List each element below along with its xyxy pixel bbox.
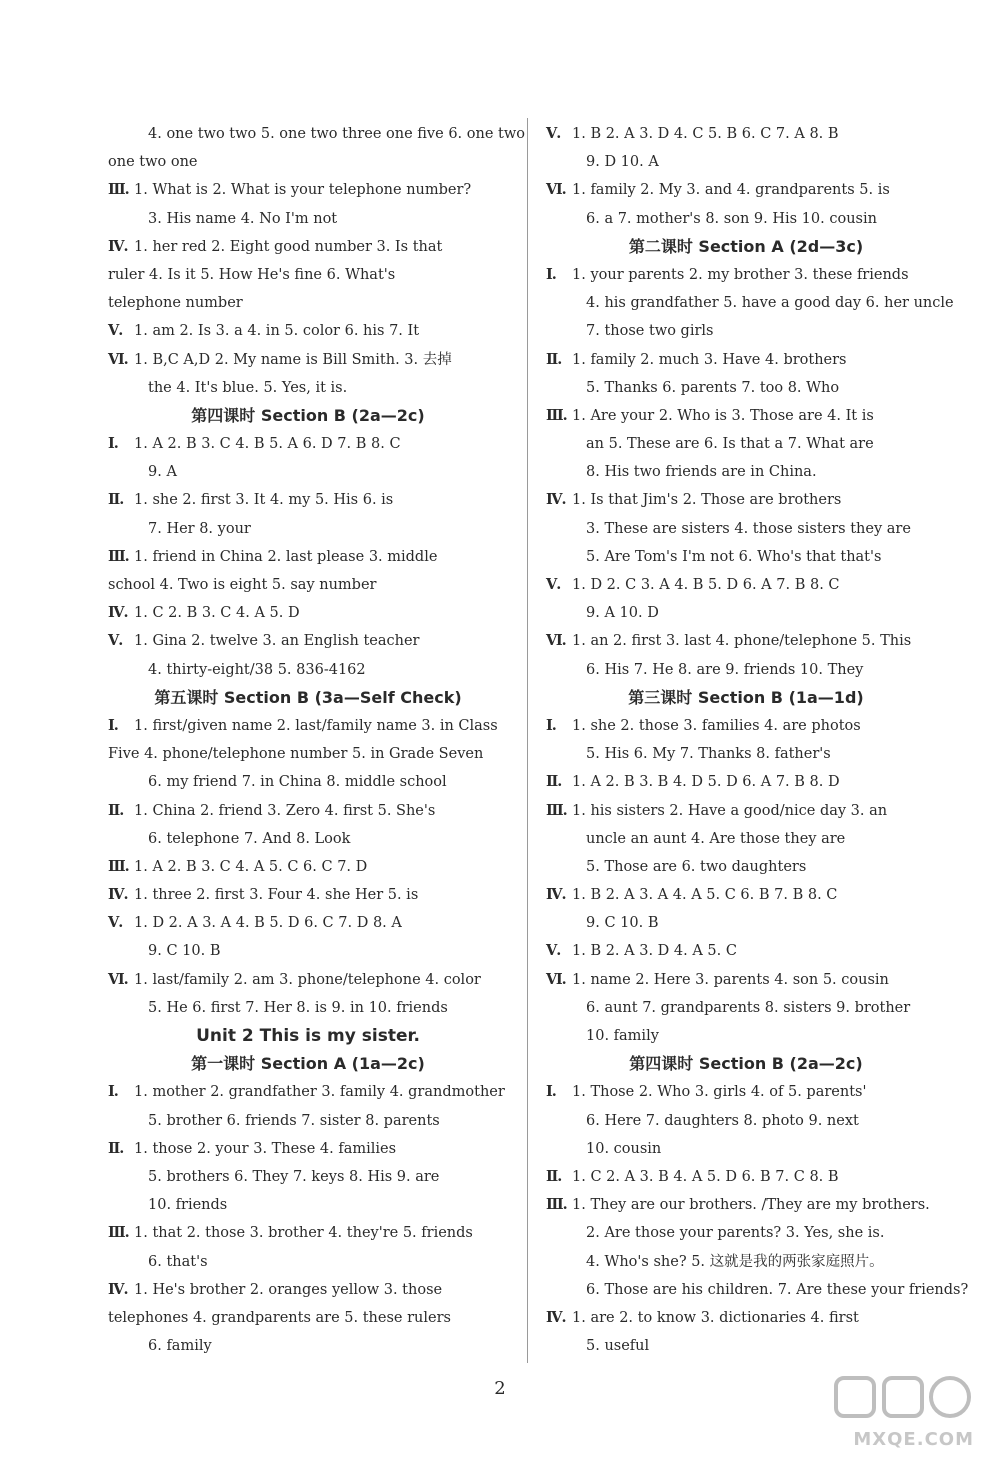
column-divider xyxy=(527,118,528,1363)
roman-numeral: Ⅱ. xyxy=(546,350,562,368)
answer-text: 1. an 2. first 3. last 4. phone/telephone 5. This xyxy=(572,633,912,650)
answer-line-continued: 2. Are those your parents? 3. Yes, she is. xyxy=(586,1225,885,1242)
answer-line xyxy=(108,797,508,825)
answer-text: 1. D 2. A 3. A 4. B 5. D 6. C 7. D 8. A xyxy=(134,915,402,932)
answer-line-continued: 6. that's xyxy=(148,1253,208,1270)
roman-numeral: Ⅲ. xyxy=(108,547,129,565)
answer-text: 1. friend in China 2. last please 3. middle xyxy=(134,548,438,565)
roman-numeral: Ⅵ. xyxy=(108,970,128,988)
answer-line xyxy=(108,346,508,374)
roman-numeral: Ⅰ. xyxy=(108,716,118,734)
answer-line xyxy=(546,486,946,514)
answer-line-continued: one two one xyxy=(108,154,198,171)
roman-numeral: Ⅳ. xyxy=(108,237,128,255)
roman-numeral: Ⅱ. xyxy=(108,1139,124,1157)
answer-text: 1. three 2. first 3. Four 4. she Her 5. is xyxy=(134,887,419,904)
answer-line-continued: 6. telephone 7. And 8. Look xyxy=(148,830,351,847)
answer-line xyxy=(108,712,508,740)
answer-line xyxy=(108,543,508,571)
answer-text: 1. A 2. B 3. C 4. B 5. A 6. D 7. B 8. C xyxy=(134,436,401,453)
roman-numeral: Ⅳ. xyxy=(546,886,566,904)
answer-line xyxy=(546,966,946,994)
roman-numeral: Ⅴ. xyxy=(546,942,561,960)
answer-line-continued: 4. one two two 5. one two three one five 6. one two xyxy=(148,126,525,142)
answer-line-continued: 4. Who's she? 5. 这就是我的两张家庭照片。 xyxy=(586,1253,884,1270)
answer-text: 1. family 2. My 3. and 4. grandparents 5. is xyxy=(572,182,890,199)
section-heading: Unit 2 This is my sister. xyxy=(196,1026,420,1046)
answer-text: 1. They are our brothers. /They are my brothers. xyxy=(572,1197,930,1214)
answer-text: 1. family 2. much 3. Have 4. brothers xyxy=(572,351,847,368)
answer-line-continued: 5. brother 6. friends 7. sister 8. parents xyxy=(148,1112,440,1129)
roman-numeral: Ⅳ. xyxy=(108,1280,128,1298)
roman-numeral: Ⅰ. xyxy=(546,1083,556,1101)
roman-numeral: Ⅱ. xyxy=(108,491,124,509)
roman-numeral: Ⅳ. xyxy=(546,1308,566,1326)
answer-line xyxy=(108,176,508,204)
answer-line-continued: 9. C 10. B xyxy=(148,943,221,960)
answer-line xyxy=(546,712,946,740)
answer-line-continued: 10. friends xyxy=(148,1197,228,1214)
answer-text: 1. her red 2. Eight good number 3. Is that xyxy=(134,238,443,255)
roman-numeral: Ⅲ. xyxy=(546,801,567,819)
answer-line xyxy=(546,1304,946,1332)
answer-line-continued: 9. A 10. D xyxy=(586,605,659,622)
answer-text: 1. China 2. friend 3. Zero 4. first 5. She's xyxy=(134,802,436,819)
page-number: 2 xyxy=(494,1378,506,1399)
section-heading: 第一课时 Section A (1a—2c) xyxy=(191,1054,425,1074)
answer-line xyxy=(108,1135,508,1163)
watermark-logo xyxy=(828,1374,978,1452)
answer-line-continued: 6. a 7. mother's 8. son 9. His 10. cousin xyxy=(586,210,877,227)
answer-line xyxy=(108,881,508,909)
answer-line xyxy=(546,1191,946,1219)
answer-line-continued: 6. family xyxy=(148,1338,212,1355)
answer-line xyxy=(546,402,946,430)
roman-numeral: Ⅱ. xyxy=(546,773,562,791)
watermark-text: MXQE.COM xyxy=(853,1429,974,1450)
answer-line xyxy=(108,853,508,881)
roman-numeral: Ⅲ. xyxy=(546,406,567,424)
answer-line xyxy=(108,966,508,994)
answer-line xyxy=(546,571,946,599)
answer-line xyxy=(108,1219,508,1247)
answer-line-continued: telephones 4. grandparents are 5. these rulers xyxy=(108,1309,451,1326)
answer-line xyxy=(546,881,946,909)
section-heading: 第四课时 Section B (2a—2c) xyxy=(191,405,425,425)
roman-numeral: Ⅵ. xyxy=(108,350,128,368)
answer-line-continued: 6. aunt 7. grandparents 8. sisters 9. brother xyxy=(586,999,911,1016)
roman-numeral: Ⅳ. xyxy=(108,604,128,622)
answer-text: 1. she 2. those 3. families 4. are photos xyxy=(572,717,861,734)
answer-line xyxy=(546,1163,946,1191)
roman-numeral: Ⅵ. xyxy=(546,181,566,199)
answer-text: 1. Are your 2. Who is 3. Those are 4. It is xyxy=(572,407,874,424)
section-heading: 第二课时 Section A (2d—3c) xyxy=(628,236,864,256)
answer-line-continued: 4. thirty-eight/38 5. 836-4162 xyxy=(148,661,366,678)
answer-line xyxy=(546,176,946,204)
answer-text: 1. A 2. B 3. C 4. A 5. C 6. C 7. D xyxy=(134,858,368,875)
roman-numeral: Ⅱ. xyxy=(546,1167,562,1185)
answer-text: 1. that 2. those 3. brother 4. they're 5. friends xyxy=(134,1225,473,1242)
answer-line-continued: 5. He 6. first 7. Her 8. is 9. in 10. friends xyxy=(148,999,448,1016)
roman-numeral: Ⅲ. xyxy=(546,1196,567,1214)
answer-line xyxy=(546,1078,946,1106)
answer-line-continued: 10. family xyxy=(586,1028,659,1044)
answer-line-continued: telephone number xyxy=(108,295,243,312)
roman-numeral: Ⅵ. xyxy=(546,632,566,650)
answer-line-continued: 5. useful xyxy=(586,1338,650,1355)
answer-line xyxy=(108,430,508,458)
answer-line-continued: an 5. These are 6. Is that a 7. What are xyxy=(586,436,874,453)
roman-numeral: Ⅴ. xyxy=(546,576,561,593)
answer-line xyxy=(108,599,508,627)
answer-line-continued: 5. Are Tom's I'm not 6. Who's that that's xyxy=(586,548,882,565)
answer-line-continued: 3. His name 4. No I'm not xyxy=(148,210,338,227)
answer-text: 1. am 2. Is 3. a 4. in 5. color 6. his 7. It xyxy=(134,323,420,340)
answer-line xyxy=(546,261,946,289)
answer-line xyxy=(108,909,508,937)
answer-line xyxy=(546,120,946,148)
answer-text: 1. C 2. A 3. B 4. A 5. D 6. B 7. C 8. B xyxy=(572,1168,839,1185)
answer-line-continued: 9. D 10. A xyxy=(586,154,659,171)
answer-line-continued: 9. A xyxy=(148,464,177,481)
roman-numeral: Ⅰ. xyxy=(108,1083,118,1101)
answer-line-continued: ruler 4. Is it 5. How He's fine 6. What's xyxy=(108,266,396,283)
answer-line xyxy=(546,627,946,655)
answer-line-continued: 5. Those are 6. two daughters xyxy=(586,858,807,875)
roman-numeral: Ⅳ. xyxy=(108,886,128,904)
answer-text: 1. his sisters 2. Have a good/nice day 3. an xyxy=(572,802,888,819)
roman-numeral: Ⅱ. xyxy=(108,801,124,819)
section-heading: 第四课时 Section B (2a—2c) xyxy=(629,1054,863,1074)
right-answer-column xyxy=(546,120,969,1360)
answer-line-continued: 5. brothers 6. They 7. keys 8. His 9. are xyxy=(148,1168,440,1185)
section-heading: 第五课时 Section B (3a—Self Check) xyxy=(154,687,462,707)
answer-line-continued: uncle an aunt 4. Are those they are xyxy=(586,830,846,847)
roman-numeral: Ⅴ. xyxy=(546,125,561,142)
answer-text: 1. What is 2. What is your telephone number? xyxy=(134,182,472,199)
answer-line-continued: 10. cousin xyxy=(586,1140,662,1157)
answer-line-continued: Five 4. phone/telephone number 5. in Grade Seven xyxy=(108,746,484,763)
left-answer-column xyxy=(108,120,525,1360)
answer-text: 1. B 2. A 3. A 4. A 5. C 6. B 7. B 8. C xyxy=(572,887,838,904)
answer-text: 1. B 2. A 3. D 4. A 5. C xyxy=(572,943,737,960)
answer-text: 1. your parents 2. my brother 3. these friends xyxy=(572,266,909,283)
roman-numeral: Ⅰ. xyxy=(108,435,118,453)
answer-line-continued: school 4. Two is eight 5. say number xyxy=(108,577,377,593)
answer-text: 1. B 2. A 3. D 4. C 5. B 6. C 7. A 8. B xyxy=(572,126,839,142)
answer-text: 1. mother 2. grandfather 3. family 4. grandmother xyxy=(134,1084,505,1101)
answer-line xyxy=(546,768,946,796)
answer-text: 1. D 2. C 3. A 4. B 5. D 6. A 7. B 8. C xyxy=(572,577,840,593)
answer-text: 1. are 2. to know 3. dictionaries 4. first xyxy=(572,1309,859,1326)
answer-line-continued: 6. His 7. He 8. are 9. friends 10. They xyxy=(586,661,864,678)
answer-line xyxy=(108,317,508,345)
answer-line-continued: 5. Thanks 6. parents 7. too 8. Who xyxy=(586,379,840,396)
answer-line xyxy=(108,1078,508,1106)
roman-numeral: Ⅰ. xyxy=(546,716,556,734)
answer-line-continued: 3. These are sisters 4. those sisters they are xyxy=(586,520,911,537)
answer-text: 1. first/given name 2. last/family name 3. in Class xyxy=(134,717,498,734)
roman-numeral: Ⅵ. xyxy=(546,970,566,988)
answer-line-continued: 6. Here 7. daughters 8. photo 9. next xyxy=(586,1112,859,1129)
roman-numeral: Ⅲ. xyxy=(108,857,129,875)
answer-line-continued: 9. C 10. B xyxy=(586,915,659,932)
answer-line-continued: 6. my friend 7. in China 8. middle school xyxy=(148,774,447,791)
roman-numeral: Ⅴ. xyxy=(108,322,123,340)
answer-line xyxy=(108,233,508,261)
answer-text: 1. B,C A,D 2. My name is Bill Smith. 3. 去掉 xyxy=(134,351,452,368)
answer-text: 1. He's brother 2. oranges yellow 3. those xyxy=(134,1281,443,1298)
answer-line xyxy=(108,1276,508,1304)
answer-line-continued: 4. his grandfather 5. have a good day 6. her uncle xyxy=(586,295,954,312)
answer-text: 1. name 2. Here 3. parents 4. son 5. cousin xyxy=(572,971,889,988)
answer-line-continued: 8. His two friends are in China. xyxy=(586,464,817,481)
roman-numeral: Ⅳ. xyxy=(546,491,566,509)
answer-line xyxy=(546,797,946,825)
roman-numeral: Ⅲ. xyxy=(108,1224,129,1242)
answer-line xyxy=(108,486,508,514)
answer-text: 1. A 2. B 3. B 4. D 5. D 6. A 7. B 8. D xyxy=(572,774,840,791)
answer-line-continued: 6. Those are his children. 7. Are these your friends? xyxy=(586,1281,969,1298)
answer-line xyxy=(108,627,508,655)
answer-line xyxy=(546,346,946,374)
answer-line xyxy=(546,937,946,965)
answer-text: 1. Is that Jim's 2. Those are brothers xyxy=(572,492,842,509)
answer-text: 1. C 2. B 3. C 4. A 5. D xyxy=(134,605,300,622)
answer-text: 1. those 2. your 3. These 4. families xyxy=(134,1140,397,1157)
answer-line-continued: 7. those two girls xyxy=(586,323,714,340)
answer-text: 1. last/family 2. am 3. phone/telephone 4. color xyxy=(134,971,481,988)
answer-line-continued: 7. Her 8. your xyxy=(148,520,251,537)
roman-numeral: Ⅲ. xyxy=(108,181,129,199)
roman-numeral: Ⅴ. xyxy=(108,914,123,932)
answer-line-continued: 5. His 6. My 7. Thanks 8. father's xyxy=(586,746,831,763)
answer-line-continued: the 4. It's blue. 5. Yes, it is. xyxy=(148,379,348,396)
answer-text: 1. Those 2. Who 3. girls 4. of 5. parents' xyxy=(572,1084,867,1101)
roman-numeral: Ⅴ. xyxy=(108,632,123,650)
answer-text: 1. she 2. first 3. It 4. my 5. His 6. is xyxy=(134,492,394,509)
section-heading: 第三课时 Section B (1a—1d) xyxy=(628,687,864,707)
roman-numeral: Ⅰ. xyxy=(546,265,556,283)
answer-text: 1. Gina 2. twelve 3. an English teacher xyxy=(134,633,420,650)
